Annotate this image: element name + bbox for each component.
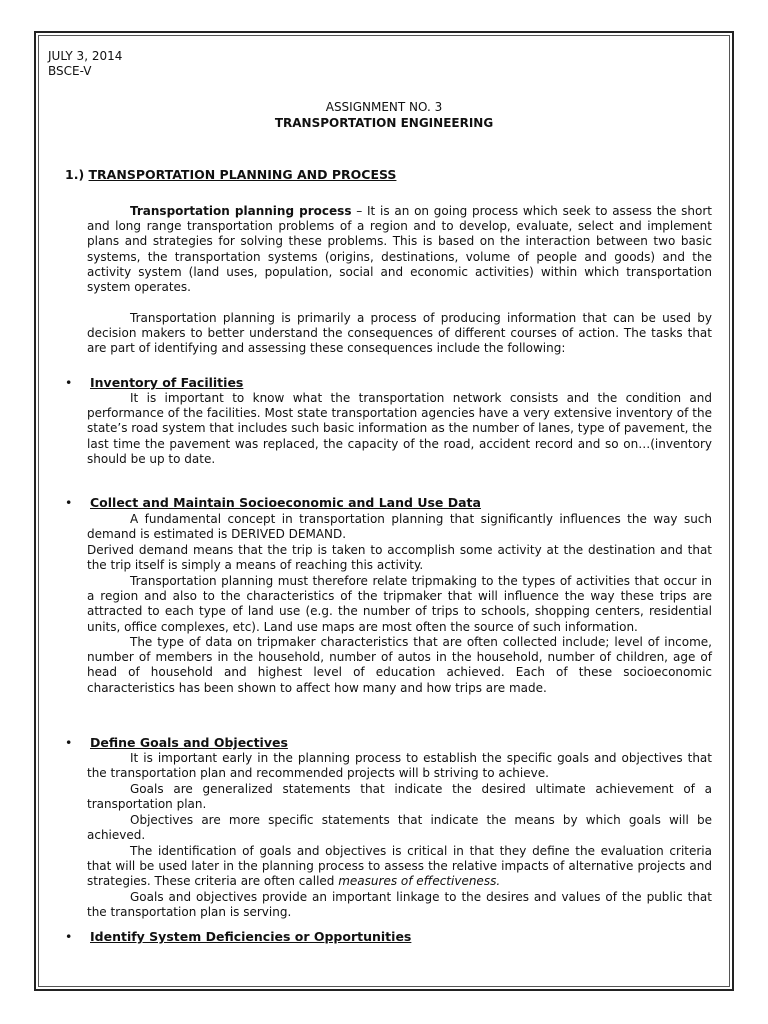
bullet-heading-deficiencies: Identify System Deficiencies or Opportunities: [90, 929, 412, 944]
paragraph-text: Derived demand means that the trip is taken to accomplish some activity at the destination and that the trip itself is simply a means of reaching this activity.: [87, 543, 712, 573]
course-title: TRANSPORTATION ENGINEERING: [274, 116, 494, 130]
bullet-heading-inventory: Inventory of Facilities: [90, 375, 244, 390]
date-line: JULY 3, 2014: [48, 49, 123, 63]
paragraph-text: The identification of goals and objectives is critical in that they define the evaluation criteria that will be used later in the planning process to assess the relative impacts of alternative projects and strategies. These criteria are often called: [87, 844, 712, 889]
paragraph-derived-demand-definition: [87, 543, 712, 573]
paragraph-planning-information: [87, 311, 712, 357]
section-1-heading: [65, 167, 396, 183]
paragraph-text: Transportation planning is primarily a process of producing information that can be used by decision makers to better understand the consequences of different courses of action. The tasks that are part of identifying and assessing these consequences include the following:: [87, 311, 712, 356]
paragraph-text: Goals and objectives provide an important linkage to the desires and values of the public that the transportation plan is serving.: [87, 890, 712, 920]
paragraph-text: The type of data on tripmaker characteristics that are often collected include; level of income, number of members in the household, number of autos in the household, number of children, age of head of household and highest level of education achieved. Each of these socioeconomic characteristics has been shown to affect how many and how trips are made.: [87, 635, 712, 695]
paragraph-derived-demand-intro: [87, 512, 712, 542]
paragraph-planning-process: [87, 204, 712, 295]
paragraph-goals-intro: [87, 751, 712, 781]
bullet-dot: •: [65, 929, 73, 944]
paragraph-evaluation-criteria: [87, 844, 712, 890]
section-1-title: TRANSPORTATION PLANNING AND PROCESS: [88, 167, 397, 182]
term-measures-of-effectiveness: measures of effectiveness.: [338, 874, 501, 889]
bullet-heading-goals: Define Goals and Objectives: [90, 735, 288, 750]
bullet-dot: •: [65, 495, 73, 510]
paragraph-text: It is important to know what the transportation network consists and the condition and performance of the facilities. Most state transportation agencies have a very extensive inventory of the state’s road system that includes such basic information as the number of lanes, type of pavement, the last time the pavement was replaced, the capacity of the road, accident record and so on…(inventory should be up to date.: [87, 391, 712, 466]
assignment-title: ASSIGNMENT NO. 3: [325, 100, 443, 114]
paragraph-objectives-definition: [87, 813, 712, 843]
paragraph-text: A fundamental concept in transportation planning that significantly influences the way such demand is estimated is DERIVED DEMAND.: [87, 512, 712, 542]
paragraph-inventory: [87, 391, 712, 467]
paragraph-goals-definition: [87, 782, 712, 812]
class-section-line: BSCE-V: [48, 64, 92, 78]
paragraph-text: It is important early in the planning process to establish the specific goals and objectives that the transportation plan and recommended projects will b striving to achieve.: [87, 751, 712, 781]
paragraph-tripmaking: [87, 574, 712, 635]
term-planning-process: Transportation planning process: [130, 204, 352, 218]
paragraph-text: Objectives are more specific statements that indicate the means by which goals will be achieved.: [87, 813, 712, 843]
paragraph-text: Goals are generalized statements that indicate the desired ultimate achievement of a transportation plan.: [87, 782, 712, 812]
section-1-number: 1.): [65, 167, 85, 182]
bullet-dot: •: [65, 375, 73, 390]
document-page: [34, 31, 734, 991]
paragraph-public-linkage: [87, 890, 712, 920]
bullet-heading-socioeconomic: Collect and Maintain Socioeconomic and Land Use Data: [90, 495, 481, 510]
bullet-dot: •: [65, 735, 73, 750]
paragraph-tripmaker-data: [87, 635, 712, 696]
definition-planning-process: – It is an on going process which seek to assess the short and long range transportation problems of a region and to develop, evaluate, select and implement plans and strategies for solving these problems. This is based on the interaction between two basic systems, the transportation systems (origins, destinations, volume of people and goods) and the activity system (land uses, population, social and economic activities) within which transportation system operates.: [87, 204, 712, 295]
paragraph-text: Transportation planning must therefore relate tripmaking to the types of activities that occur in a region and also to the characteristics of the tripmaker that will influence the way these trips are attracted to each type of land use (e.g. the number of trips to schools, shopping centers, residential units, office complexes, etc). Land use maps are most often the source of such information.: [87, 574, 712, 634]
